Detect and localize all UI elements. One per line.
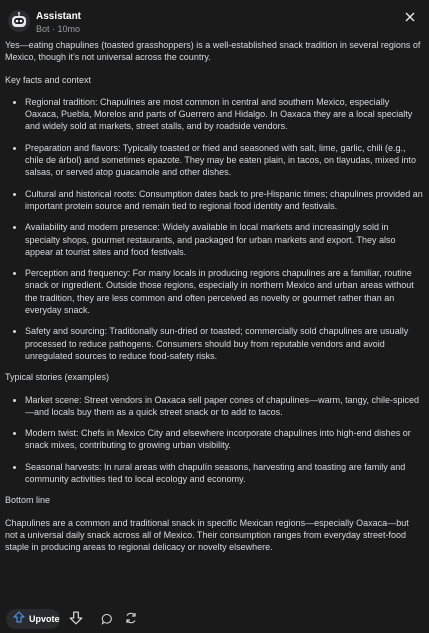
upvote-arrow-icon	[13, 610, 25, 628]
message-header	[6, 6, 423, 34]
bottom-line-paragraph: Chapulines are a common and traditional snack in specific Mexican regions—especially Oaxaca—but not a universal daily snack across all of Mexico. Their consumption ranges from everyday street-food staple in producing areas to regional delicacy or novelty elsewhere.	[5, 517, 409, 553]
action-bar	[6, 609, 166, 629]
list-item: • Preparation and flavors: Typically toasted or fried and seasoned with salt, lime, garlic, chili (e.g., chile de árbol) and sometimes epazote. They may be eaten plain, in tacos, on tlayudas, mixed into salsas, or served atop guacamole and other dishes.	[25, 142, 423, 179]
close-icon[interactable]	[401, 8, 419, 26]
list-item: • Regional tradition: Chapulines are most common in central and southern Mexico, especially Oaxaca, Puebla, Morelos and parts of Guerrero and Hidalgo. In Oaxaca they are a local specialty and widely sold at markets, street stalls, and by roadside vendors.	[25, 96, 423, 133]
list-item: • Cultural and historical roots: Consumption dates back to pre-Hispanic times; chapulines provided an important protein source and remain tied to regional food identity and festivals.	[25, 188, 423, 213]
robot-avatar-icon[interactable]	[8, 10, 30, 32]
bottom-line-heading: Bottom line	[5, 495, 51, 506]
upvote-label: Upvote	[29, 614, 60, 624]
comment-icon[interactable]	[101, 612, 113, 630]
author-name[interactable]: Assistant	[36, 11, 82, 22]
upvote-button[interactable]	[6, 609, 60, 629]
downvote-arrow-icon[interactable]	[69, 611, 83, 630]
list-item: • Modern twist: Chefs in Mexico City and elsewhere incorporate chapulines into high-end dishes or snack mixes, contributing to growing urban visibility.	[25, 427, 423, 452]
stories-heading: Typical stories (examples)	[5, 372, 110, 383]
key-facts-heading: Key facts and context	[5, 74, 92, 85]
message-body	[5, 39, 423, 564]
list-item: • Availability and modern presence: Widely available in local markets and increasingly sold in specialty shops, gourmet restaurants, and packaged for urban markets and export. They also appear at tourist sites and food festivals.	[25, 221, 423, 258]
regenerate-icon[interactable]	[124, 611, 138, 630]
list-item: • Perception and frequency: For many locals in producing regions chapulines are a familiar, routine snack or ingredient. Outside those regions, especially in northern Mexico and urban areas without the tradition, they are less common and often perceived as novelty or gourmet rather than an everyday snack.	[25, 267, 423, 316]
stories-list	[5, 394, 423, 486]
intro-paragraph: Yes—eating chapulines (toasted grasshoppers) is a well-established snack tradition in several regions of Mexico, though it's not universal across the country.	[5, 40, 421, 63]
list-item: • Market scene: Street vendors in Oaxaca sell paper cones of chapulines—warm, tangy, chile-spiced—and locals buy them as a quick street snack or to add to tacos.	[25, 394, 423, 419]
list-item: • Seasonal harvests: In rural areas with chapulín seasons, harvesting and toasting are family and community activities tied to local ecology and economy.	[25, 461, 423, 486]
list-item: • Safety and sourcing: Traditionally sun-dried or toasted; commercially sold chapulines are usually processed to reduce pathogens. Consumers should buy from reputable vendors and avoid unregulated sources to reduce food-safety risks.	[25, 325, 423, 362]
author-meta: Bot · 10mo	[36, 24, 81, 34]
key-facts-list	[5, 96, 423, 362]
